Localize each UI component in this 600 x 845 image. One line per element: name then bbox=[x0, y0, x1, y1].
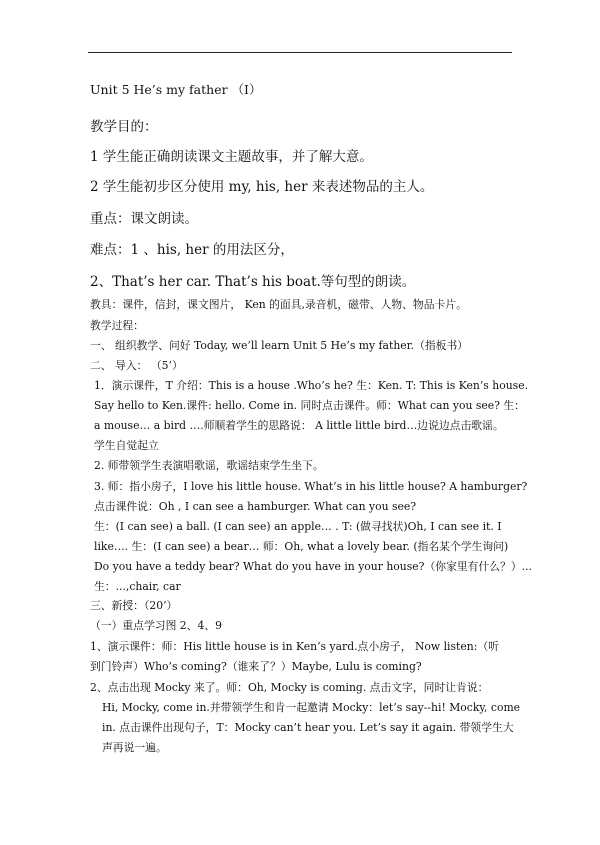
para1-line3: a mouse… a bird ….师顺着学生的思路说： A little little bird…边说边点击歌谣。 bbox=[94, 419, 504, 432]
para3-line1: 3. 师：指小房子，I love his little house. What’s in his little house? A hamburger? bbox=[94, 480, 528, 493]
para1-line4: 学生自觉起立 bbox=[94, 439, 159, 452]
new2-line1: 2、点击出现 Mocky 来了。师：Oh, Mocky is coming. 点击文字，同时让肯说： bbox=[90, 681, 489, 694]
difficulty-2: 2、That’s her car. That’s his boat.等句型的朗读。 bbox=[90, 274, 416, 290]
new1-line1: 1、演示课件：师：His little house is in Ken’s yard.点小房子， Now listen:（听 bbox=[90, 640, 499, 653]
para2: 2. 师带领学生表演唱歌谣，歌谣结束学生坐下。 bbox=[94, 459, 324, 472]
goal-1: 1 学生能正确朗读课文主题故事，并了解大意。 bbox=[90, 149, 373, 165]
para3-line3: 生：(I can see) a ball. (I can see) an apple… . T: (做寻找状)Oh, I can see it. I bbox=[94, 520, 502, 533]
step-one: 一、 组织教学、问好 Today, we’ll learn Unit 5 He’s my father.（指板书） bbox=[90, 339, 469, 352]
para3-line5: Do you have a teddy bear? What do you have in your house?（你家里有什么？）... bbox=[94, 560, 532, 573]
para1-line1: 1．演示课件，T 介绍：This is a house .Who’s he? 生：Ken. T: This is Ken’s house. bbox=[94, 379, 529, 392]
subsection-one: （一）重点学习图 2、4、9 bbox=[90, 619, 223, 632]
process-heading: 教学过程： bbox=[90, 319, 144, 332]
key-point: 重点：课文朗读。 bbox=[90, 211, 198, 227]
unit-title: Unit 5 He’s my father （I） bbox=[90, 82, 262, 97]
para3-line4: like…. 生：(I can see) a bear… 师：Oh, what a lovely bear. (指名某个学生询问) bbox=[94, 540, 509, 553]
para3-line6: 生：...,chair, car bbox=[94, 580, 181, 593]
new2-line3: in. 点击课件出现句子，T：Mocky can’t hear you. Let’s say it again. 带领学生大 bbox=[102, 721, 514, 734]
step-two: 二、 导入： （5’） bbox=[90, 359, 183, 372]
new1-line2: 到门铃声）Who’s coming?（谁来了？）Maybe, Lulu is coming? bbox=[90, 660, 422, 673]
new2-line2: Hi, Mocky, come in.并带领学生和肯一起邀请 Mocky：let’s say--hi! Mocky, come bbox=[102, 701, 521, 714]
step-three: 三、新授：（20’） bbox=[90, 599, 178, 612]
goal-2: 2 学生能初步区分使用 my, his, her 来表述物品的主人。 bbox=[90, 179, 434, 195]
goals-heading: 教学目的： bbox=[90, 119, 158, 135]
para3-line2: 点击课件说：Oh , I can see a hamburger. What can you see? bbox=[94, 500, 417, 513]
new2-line4: 声再说一遍。 bbox=[102, 741, 167, 754]
teaching-aids: 教具：课件，信封，课文图片， Ken 的面具,录音机，磁带、人物、物品卡片。 bbox=[90, 298, 467, 311]
para1-line2: Say hello to Ken.课件: hello. Come in. 同时点击课件。师：What can you see? 生： bbox=[94, 399, 525, 412]
difficulty-1: 难点：1 、his, her 的用法区分， bbox=[90, 242, 294, 258]
header-rule bbox=[88, 52, 512, 53]
